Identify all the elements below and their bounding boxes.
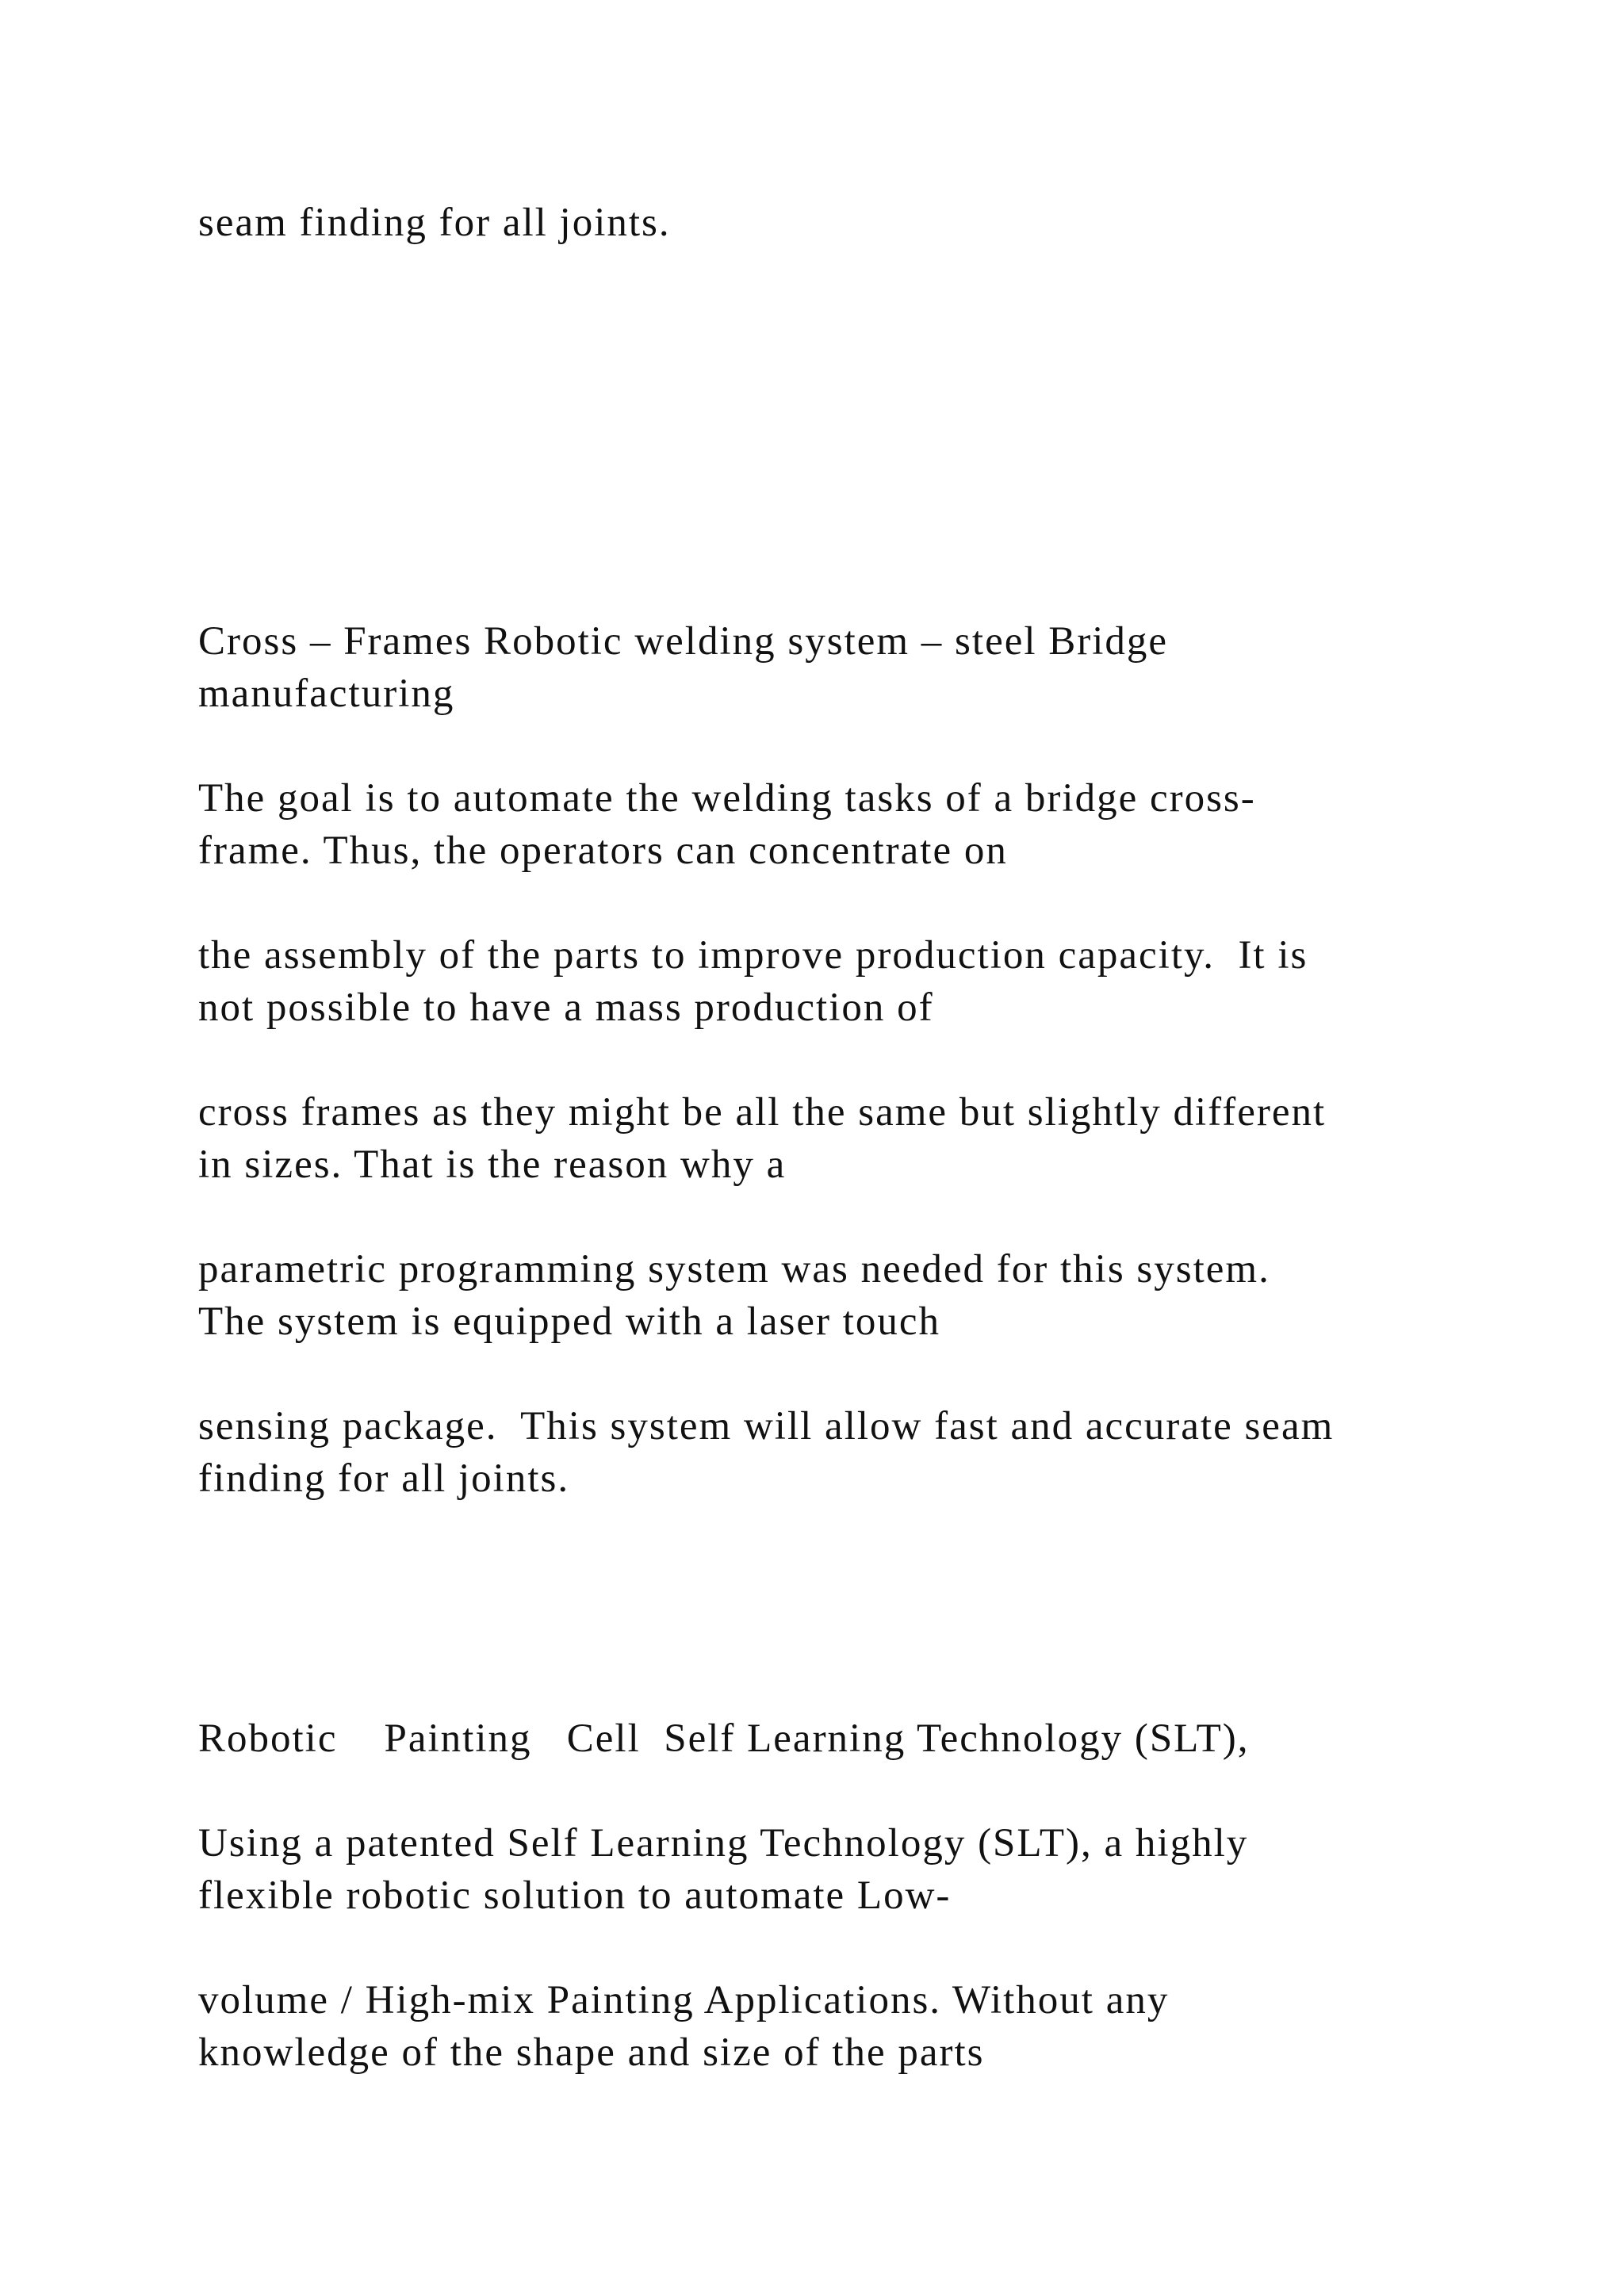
section-heading-line: Cross – Frames Robotic welding system – steel Bridge bbox=[198, 619, 1169, 664]
text-line: The system is equipped with a laser touch bbox=[198, 1299, 941, 1344]
text-line: sensing package. This system will allow fast and accurate seam bbox=[198, 1404, 1335, 1448]
text-line: the assembly of the parts to improve production capacity. It is bbox=[198, 933, 1308, 978]
section-heading-line: Robotic Painting Cell Self Learning Technology (SLT), bbox=[198, 1716, 1250, 1761]
text-line: in sizes. That is the reason why a bbox=[198, 1142, 787, 1187]
text-line: finding for all joints. bbox=[198, 1456, 570, 1501]
text-line: seam finding for all joints. bbox=[198, 201, 671, 245]
text-line: cross frames as they might be all the same but slightly different bbox=[198, 1090, 1327, 1135]
text-line: Using a patented Self Learning Technology (SLT), a highly bbox=[198, 1821, 1249, 1866]
text-line: parametric programming system was needed for this system. bbox=[198, 1247, 1270, 1292]
text-line: volume / High-mix Painting Applications. Without any bbox=[198, 1978, 1170, 2022]
text-line: knowledge of the shape and size of the parts bbox=[198, 2030, 985, 2075]
text-line: flexible robotic solution to automate Low- bbox=[198, 1873, 952, 1918]
text-line: not possible to have a mass production of bbox=[198, 985, 934, 1030]
section-heading-line: manufacturing bbox=[198, 672, 455, 716]
text-line: The goal is to automate the welding tasks of a bridge cross- bbox=[198, 776, 1256, 821]
text-line: frame. Thus, the operators can concentrate on bbox=[198, 828, 1008, 873]
